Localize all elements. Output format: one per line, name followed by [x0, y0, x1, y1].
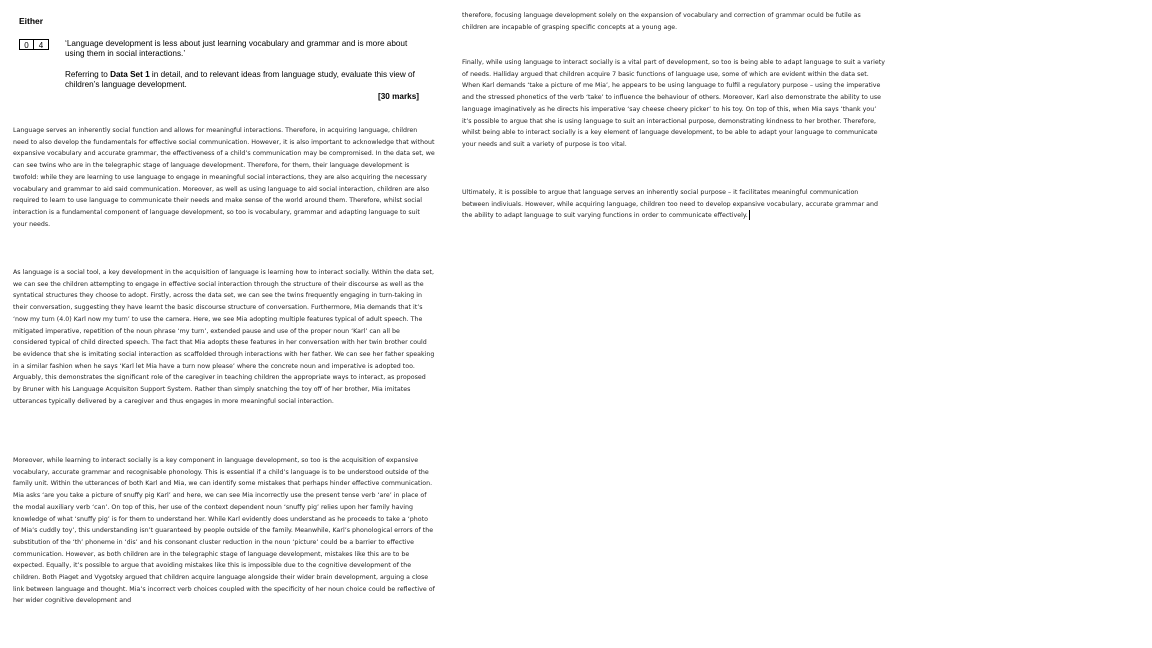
question-number-digit: 0	[19, 39, 34, 50]
essay-paragraph[interactable]: Language serves an inherently social function and allows for meaningful interactions. Therefore, in acquiring language, children need to also develop the fundamentals for effective social communication. However, it is also important to acknowledge that without expansive vocabulary and accurate grammar, the effectiveness of a child’s communication may be compromised. In the data set, we can see twins who are in the telegraphic stage of language development. Therefore, for them, their language development is twofold: while they are learning to use language to engage in meaningful social interactions, they are also acquiring the necessary vocabulary and grammar to aid said communication. Moreover, as well as using language to aid social interaction, children are also required to learn to use language to communicate their needs and make sense of the world around them. Therefore, whilst social interaction is a fundamental component of language development, so too is vocabulary, grammar and adapting language to suit your needs.	[13, 127, 435, 228]
text-cursor	[749, 210, 750, 220]
essay-paragraph[interactable]	[462, 187, 886, 222]
instruction-text-post: in detail, and to relevant ideas from language study, evaluate this view of children’s language development.	[65, 70, 415, 90]
essay-paragraph[interactable]: As language is a social tool, a key development in the acquisition of language is learning how to interact socially. Within the data set, we can see the children attempting to engage in effective social interaction through the structure of their discourse as well as the syntatical structures they choose to adopt. Firstly, across the data set, we can see the twins frequently engaging in turn-taking in their conversation, suggesting they have learnt the basic discourse structure of conversation. Furthermore, Mia demands that it’s ‘now my turn (4.0) Karl now my turn’ to use the camera. Here, we see Mia adopting multiple features typical of adult speech. The mitigated imperative, repetition of the noun phrase ‘my turn’, extended pause and use of the proper noun ‘Karl’ can all be considered typical of child directed speech. The fact that Mia adopts these features in her conversation with her twin brother could be evidence that she is imitating social interaction as scaffolded through interactions with her father. We can see her father speaking in a similar fashion when he says ‘Karl let Mia have a turn now please’ where the concrete noun and imperative is adopted too. Arguably, this demonstrates the significant role of the caregiver in teaching children the appropriate ways to interact, as proposed by Bruner with his Language Acquisiton Support System. Rather than simply snatching the toy off of her brother, Mia imitates utterances typically delivered by a caregiver and thus engages in more meaningful social interaction.	[13, 269, 435, 405]
question-instruction	[65, 70, 425, 91]
question-prompt: ‘Language development is less about just learning vocabulary and grammar and is more about using them in social interactions.’	[65, 39, 408, 59]
essay-paragraph[interactable]: Finally, while using language to interact socially is a vital part of development, so too is being able to adapt language to suit a variety of needs. Halliday argued that children acquire 7 basic functions of language use, some of which are evident within the data set. When Karl demands ‘take a picture of me Mia’, he appears to be using language to fulfil a regulatory purpose – using the imperative and the stressed phonetics of the verb ‘take’ to influence the behaviour of others. Moreover, Karl also demonstrate the ability to use language imaginatively as he directs his imperative ‘say cheese cheery picker’ to his toy. On top of this, when Mia says ‘thank you’ it’s possible to argue that she is using language to suit an interactional purpose, demonstrating kindness to her brother. Therefore, whilst being able to interact socially is a key element of language development, to be able to adapt your language to communicate your needs and suit a variety of purpose is too vital.	[462, 59, 885, 148]
marks-label: [30 marks]	[378, 92, 419, 101]
question-number-box	[19, 39, 49, 50]
essay-paragraph[interactable]: Moreover, while learning to interact socially is a key component in language development, so too is the acquisition of expansive vocabulary, accurate grammar and recognisable phonology. This is essential if a child’s language is to be understood outside of the family unit. Within the utterances of both Karl and Mia, we can identify some mistakes that perhaps hinder effective communication. Mia asks ‘are you take a picture of snuffy pig Karl’ and here, we can see Mia incorrectly use the present tense verb ‘are’ in place of the modal auxiliary verb ‘can’. On top of this, her use of the context dependent noun ‘snuffy pig’ relies upon her family having knowledge of what ‘snuffy pig’ is for them to understand her. While Karl evidently does understand as he proceeds to take a ‘photo of Mia’s cuddly toy’, this understanding isn’t guaranteed by people outside of the family. Meanwhile, Karl’s phonological errors of the substitution of the ‘th’ phoneme in ‘dis’ and his consonant cluster reduction in the noun ‘picture’ could be a barrier to effective communication. However, as both children are in the telegraphic stage of language development, mistakes like this are to be expected. Equally, it’s possible to argue that avoiding mistakes like this is impossible due to the cognitive development of the children. Both Piaget and Vygotsky argued that children acquire language alongside their wider brain development, arguing a close link between language and thought. Mia’s incorrect verb choices coupled with the specificity of her noun choice could be reflective of her wider cognitive development and	[13, 457, 435, 605]
instruction-data-set: Data Set 1	[110, 70, 150, 79]
instruction-text-pre: Referring to	[65, 70, 111, 79]
either-label: Either	[19, 16, 44, 26]
essay-paragraph-text[interactable]: Ultimately, it is possible to argue that language serves an inherently social purpose – it facilitates meaningful communication between indiviuals. However, while acquiring language, children too need to develop expansive vocabulary, accurate grammar and the ability to adapt language to suit varying functions in order to communicate effectively.	[462, 189, 879, 220]
essay-paragraph[interactable]: therefore, focusing language development solely on the expansion of vocabulary and correction of grammar oculd be futile as children are incapable of grasping specific concepts at a young age.	[462, 12, 861, 31]
question-header	[19, 16, 419, 101]
question-number-digit: 4	[34, 39, 49, 50]
